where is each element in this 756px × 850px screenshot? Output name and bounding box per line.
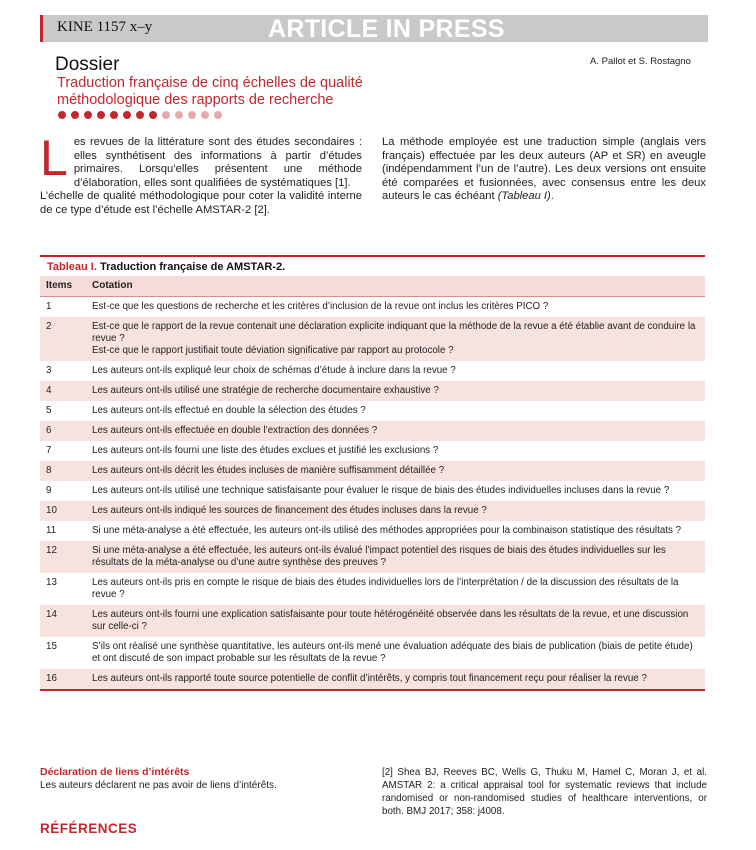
item-number: 3 [46, 365, 52, 376]
intro-paragraph-1-text: es revues de la littérature sont des études secondaires : elles synthétisent des informations à partir d’études primaires. Lorsqu’elles présentent une méthode d’élaboration, elles sont qualifiées de systématiques [1]. [73, 136, 362, 189]
item-cotation [86, 573, 705, 605]
table-row [40, 605, 705, 637]
intro-paragraph-2: L’échelle de qualité méthodologique pour coter la validité interne de ce type d’étude est l’échelle AMSTAR-2 [2]. [40, 190, 362, 216]
article-title-line-2: méthodologique des rapports de recherche [57, 92, 334, 108]
item-number: 7 [46, 445, 52, 456]
item-cotation [86, 401, 705, 421]
item-cotation-text: Les auteurs ont-ils fourni une explication satisfaisante pour toute hétérogénéité observée dans les résultats de la revue, et une discussion sur celle-ci ? [92, 609, 689, 632]
item-cotation-text: Les auteurs ont-ils pris en compte le risque de biais des études individuelles lors de l’interprétation / de la discussion des résultats de la revue ? [92, 577, 679, 600]
table-body [40, 297, 705, 690]
item-cotation [86, 297, 705, 318]
item-cotation-text: Est-ce que les questions de recherche et les critères d’inclusion de la revue ont inclus les critères PICO ? [92, 301, 549, 312]
item-number: 1 [46, 301, 52, 312]
item-number: 5 [46, 405, 52, 416]
item-cotation [86, 461, 705, 481]
item-cotation [86, 669, 705, 689]
article-in-press-label: ARTICLE IN PRESS [268, 15, 505, 43]
table-bottom-rule [40, 689, 705, 691]
item-number: 13 [46, 577, 57, 588]
article-title-line-1: Traduction française de cinq échelles de qualité [57, 75, 363, 91]
item-cotation [86, 481, 705, 501]
table-caption [40, 261, 705, 273]
dot-icon [201, 111, 209, 119]
running-header [40, 15, 708, 42]
intro-left-column [40, 130, 362, 218]
table-row [40, 637, 705, 669]
item-cotation-text: Les auteurs ont-ils décrit les études incluses de manière suffisamment détaillée ? [92, 465, 445, 476]
intro-right-column [382, 136, 706, 204]
item-cotation-text: Les auteurs ont-ils effectuée en double l’extraction des données ? [92, 425, 378, 436]
item-cotation-text: Si une méta-analyse a été effectuée, les auteurs ont-ils évalué l’impact potentiel des risques de biais des études individuelles sur les résultats de la méta-analyse ou d’une autre synthèse des preuves ? [92, 545, 666, 568]
dot-icon [136, 111, 144, 119]
dot-icon [214, 111, 222, 119]
item-cotation-text: Est-ce que le rapport de la revue contenait une déclaration explicite indiquant que la méthode de la revue a été établie avant de conduire la revue ? [92, 321, 696, 344]
item-cotation-text: Les auteurs ont-ils expliqué leur choix de schémas d’étude à inclure dans la revue ? [92, 365, 456, 376]
journal-code: KINE 1157 x–y [57, 19, 153, 35]
intro-paragraph-3-end: . [550, 190, 554, 203]
item-cotation-text: Les auteurs ont-ils effectué en double la sélection des études ? [92, 405, 366, 416]
dot-icon [71, 111, 79, 119]
intro-paragraph-1 [40, 130, 362, 190]
intro-paragraph-3 [382, 136, 706, 204]
item-number: 8 [40, 461, 86, 481]
item-number: 9 [46, 485, 52, 496]
column-header-cotation: Cotation [86, 276, 705, 297]
item-cotation [86, 637, 705, 669]
item-cotation [86, 605, 705, 637]
item-cotation-text: Si une méta-analyse a été effectuée, les auteurs ont-ils utilisé des méthodes appropriées pour la combinaison statistique des résultats ? [92, 525, 682, 536]
item-number: 4 [40, 381, 86, 401]
item-cotation [86, 317, 705, 361]
decorative-dots [58, 111, 222, 119]
table-top-rule [40, 255, 705, 257]
amstar-table [40, 276, 705, 689]
dot-icon [110, 111, 118, 119]
section-title: Dossier [55, 54, 120, 75]
table-row [40, 297, 705, 318]
dot-icon [84, 111, 92, 119]
table-row [40, 669, 705, 689]
item-cotation-text: Les auteurs ont-ils rapporté toute source potentielle de conflit d’intérêts, y compris tout financement reçu pour réaliser la revue ? [92, 673, 647, 684]
table-caption-text: Traduction française de AMSTAR-2. [99, 261, 286, 273]
table-row [40, 481, 705, 501]
item-cotation-text: Les auteurs ont-ils fourni une liste des études exclues et justifié les exclusions ? [92, 445, 439, 456]
article-title [57, 75, 397, 109]
reference-entry: [2] Shea BJ, Reeves BC, Wells G, Thuku M, Hamel C, Moran J, et al. AMSTAR 2: a critical appraisal tool for systematic reviews that include randomised or non-randomised studies of healthcare interventions, or both. BMJ 2017; 358: j4008. [382, 767, 707, 817]
table-row [40, 317, 705, 361]
declaration-title: Déclaration de liens d’intérêts [40, 766, 190, 778]
item-number: 12 [40, 541, 86, 573]
item-number: 10 [40, 501, 86, 521]
item-cotation [86, 441, 705, 461]
table-row [40, 361, 705, 381]
table-row [40, 401, 705, 421]
declaration-text: Les auteurs déclarent ne pas avoir de liens d’intérêts. [40, 780, 277, 791]
amstar-table-block [40, 255, 705, 691]
dot-icon [123, 111, 131, 119]
table-reference[interactable]: (Tableau I) [497, 190, 551, 203]
item-cotation-text: Les auteurs ont-ils utilisé une stratégie de recherche documentaire exhaustive ? [92, 385, 439, 396]
dot-icon [188, 111, 196, 119]
item-cotation [86, 381, 705, 401]
table-row [40, 541, 705, 573]
item-cotation [86, 541, 705, 573]
item-cotation [86, 361, 705, 381]
table-row [40, 521, 705, 541]
dot-icon [149, 111, 157, 119]
table-number: Tableau I. [47, 261, 97, 273]
dot-icon [58, 111, 66, 119]
intro-paragraph-3-text: La méthode employée est une traduction simple (anglais vers français) effectuée par les deux auteurs (AP et SR) en aveugle (indépendamment l’un de l’autre). Les deux versions ont ensuite été comparées et fusionnées, avec consensus entre les deux auteurs le cas échéant [382, 136, 706, 203]
item-cotation [86, 521, 705, 541]
item-number: 16 [40, 669, 86, 689]
table-row [40, 421, 705, 441]
item-cotation [86, 501, 705, 521]
column-header-items: Items [40, 276, 86, 297]
drop-cap: L [40, 130, 68, 186]
item-number: 6 [40, 421, 86, 441]
table-row [40, 461, 705, 481]
item-cotation-text: Les auteurs ont-ils utilisé une technique satisfaisante pour évaluer le risque de biais des études individuelles incluses dans la revue ? [92, 485, 670, 496]
table-row [40, 381, 705, 401]
references-title: RÉFÉRENCES [40, 821, 138, 836]
item-cotation [86, 421, 705, 441]
table-row [40, 573, 705, 605]
table-header-row [40, 276, 705, 297]
item-number: 15 [46, 641, 57, 652]
item-number: 11 [46, 525, 57, 536]
item-cotation-text: S’ils ont réalisé une synthèse quantitative, les auteurs ont-ils mené une évaluation adéquate des biais de publication (biais de petite étude) et ont discuté de son impact probable sur les résultats de la revue ? [92, 641, 693, 664]
item-number: 2 [40, 317, 86, 361]
dot-icon [97, 111, 105, 119]
table-row [40, 501, 705, 521]
item-cotation-text-2: Est-ce que le rapport justifiait toute déviation significative par rapport au protocole ? [92, 345, 454, 356]
item-cotation-text: Les auteurs ont-ils indiqué les sources de financement des études incluses dans la revue ? [92, 505, 487, 516]
authors: A. Pallot et S. Rostagno [590, 56, 691, 67]
item-number: 14 [40, 605, 86, 637]
dot-icon [162, 111, 170, 119]
dot-icon [175, 111, 183, 119]
table-row [40, 441, 705, 461]
